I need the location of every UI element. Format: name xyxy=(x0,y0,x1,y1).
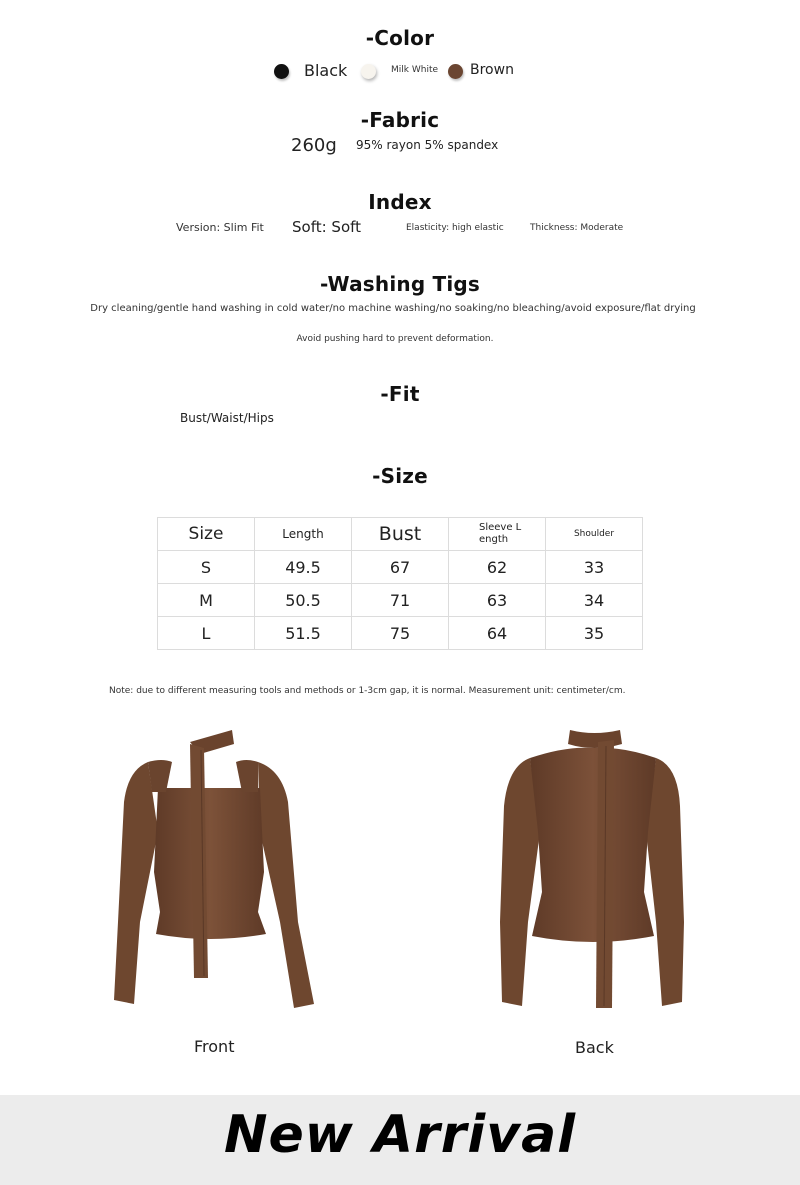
black-swatch[interactable] xyxy=(274,64,289,79)
table-cell: S xyxy=(158,551,255,584)
header-sleeve-length: Sleeve L ength xyxy=(449,518,546,551)
washing-instructions: Dry cleaning/gentle hand washing in cold water/no machine washing/no soaking/no bleaching/avoid exposure/flat drying xyxy=(90,303,696,314)
table-cell: 50.5 xyxy=(255,584,352,617)
table-cell: 51.5 xyxy=(255,617,352,650)
measurement-note: Note: due to different measuring tools and methods or 1-3cm gap, it is normal. Measurement unit: centimeter/cm. xyxy=(109,686,626,696)
washing-section-title: -Washing Tigs xyxy=(319,272,481,296)
color-black-label: Black xyxy=(304,61,348,80)
table-row xyxy=(158,551,643,584)
new-arrival-banner xyxy=(0,1095,800,1185)
table-cell: 35 xyxy=(546,617,643,650)
washing-note: Avoid pushing hard to prevent deformation. xyxy=(296,334,494,344)
fabric-composition: 95% rayon 5% spandex xyxy=(356,138,499,152)
table-row xyxy=(158,617,643,650)
header-shoulder: Shoulder xyxy=(546,518,643,551)
table-cell: M xyxy=(158,584,255,617)
index-section-title: Index xyxy=(368,190,432,214)
table-cell: 62 xyxy=(449,551,546,584)
index-elasticity: Elasticity: high elastic xyxy=(406,223,504,233)
banner-text: New Arrival xyxy=(223,1105,577,1165)
table-cell: 49.5 xyxy=(255,551,352,584)
table-cell: 33 xyxy=(546,551,643,584)
back-garment-image xyxy=(490,722,700,1022)
color-milk-white-label: Milk White xyxy=(391,65,439,75)
size-section-title: -Size xyxy=(372,464,428,488)
color-section-title: -Color xyxy=(365,26,435,50)
front-garment-image xyxy=(100,722,330,1022)
brown-swatch[interactable] xyxy=(448,64,463,79)
back-label: Back xyxy=(575,1038,614,1057)
fabric-weight: 260g xyxy=(291,135,337,156)
table-cell: L xyxy=(158,617,255,650)
header-bust: Bust xyxy=(352,518,449,551)
index-thickness: Thickness: Moderate xyxy=(530,223,624,233)
table-row xyxy=(158,584,643,617)
milk-white-swatch[interactable] xyxy=(361,64,376,79)
header-length: Length xyxy=(255,518,352,551)
front-label: Front xyxy=(194,1037,235,1056)
table-cell: 63 xyxy=(449,584,546,617)
index-version: Version: Slim Fit xyxy=(176,221,264,234)
header-size: Size xyxy=(158,518,255,551)
fit-section-title: -Fit xyxy=(380,382,420,406)
table-cell: 71 xyxy=(352,584,449,617)
index-soft: Soft: Soft xyxy=(292,218,362,236)
fit-label: Bust/Waist/Hips xyxy=(180,411,274,425)
size-table xyxy=(157,517,643,650)
size-table-header-row xyxy=(158,518,643,551)
table-cell: 34 xyxy=(546,584,643,617)
color-brown-label: Brown xyxy=(470,62,514,78)
table-cell: 67 xyxy=(352,551,449,584)
fabric-section-title: -Fabric xyxy=(360,108,440,132)
table-cell: 75 xyxy=(352,617,449,650)
table-cell: 64 xyxy=(449,617,546,650)
